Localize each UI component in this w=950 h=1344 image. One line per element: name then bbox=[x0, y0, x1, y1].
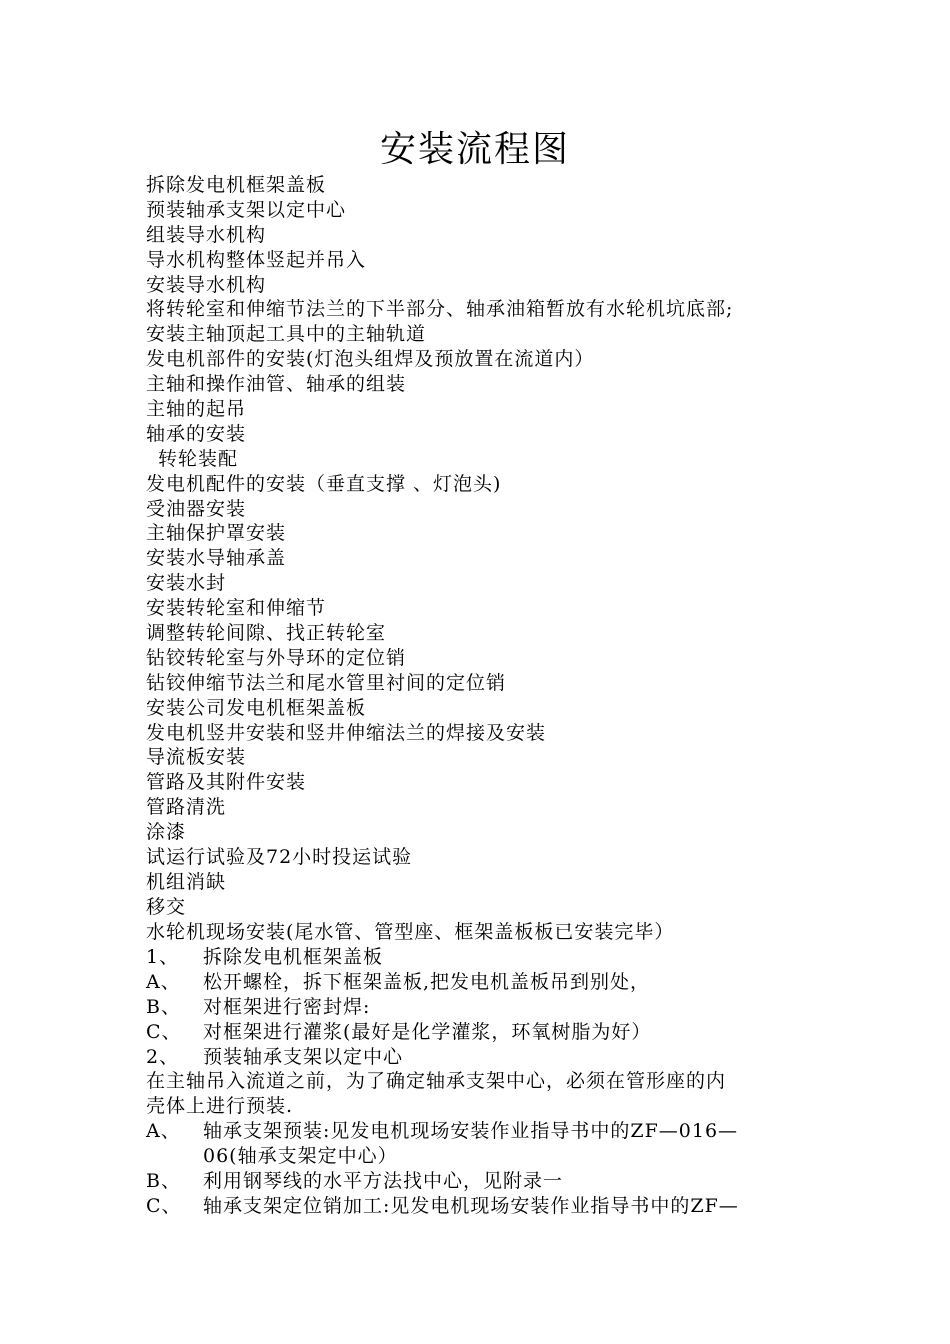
item-text: 对框架进行密封焊: bbox=[203, 995, 371, 1018]
sub-item bbox=[146, 995, 816, 1020]
item-marker: C、 bbox=[146, 1194, 182, 1217]
item-marker: B、 bbox=[146, 1170, 181, 1193]
list-item: 受油器安装 bbox=[146, 497, 247, 520]
sub-item bbox=[146, 970, 816, 995]
list-item: 机组消缺 bbox=[146, 870, 227, 893]
list-item: 管路及其附件安装 bbox=[146, 771, 307, 794]
list-item: 将转轮室和伸缩节法兰的下半部分、轴承油箱暂放有水轮机坑底部; bbox=[146, 298, 734, 321]
sub-item bbox=[146, 1169, 816, 1194]
list-item: 轴承的安装 bbox=[146, 422, 247, 445]
page-title: 安装流程图 bbox=[379, 129, 570, 170]
installation-details bbox=[146, 920, 816, 1219]
sub-item bbox=[146, 1119, 816, 1169]
section-item bbox=[146, 1045, 816, 1070]
item-marker: A、 bbox=[146, 970, 181, 993]
list-item: 管路清洗 bbox=[146, 796, 227, 819]
list-item: 导水机构整体竖起并吊入 bbox=[146, 248, 367, 271]
list-item: 安装水封 bbox=[146, 572, 227, 595]
item-text: 轴承支架预装:见发电机现场安装作业指导书中的ZF—016— bbox=[203, 1120, 739, 1143]
list-item: 主轴的起吊 bbox=[146, 398, 247, 421]
list-item: 调整转轮间隙、找正转轮室 bbox=[146, 622, 387, 645]
list-item: 主轴和操作油管、轴承的组装 bbox=[146, 373, 407, 396]
list-item: 钻铰伸缩节法兰和尾水管里衬间的定位销 bbox=[146, 671, 507, 694]
list-item: 安装导水机构 bbox=[146, 273, 267, 296]
item-marker: B、 bbox=[146, 995, 181, 1018]
list-item: 发电机竖井安装和竖井伸缩法兰的焊接及安装 bbox=[146, 721, 547, 744]
item-marker: 1、 bbox=[146, 945, 180, 968]
item-text: 利用钢琴线的水平方法找中心，见附录一 bbox=[203, 1170, 564, 1193]
list-item: 移交 bbox=[146, 895, 187, 918]
list-item: 安装转轮室和伸缩节 bbox=[146, 597, 327, 620]
item-text: 预装轴承支架以定中心 bbox=[203, 1045, 404, 1068]
item-text: 对框架进行灌浆(最好是化学灌浆，环氧树脂为好） bbox=[203, 1020, 652, 1043]
paragraph-line: 壳体上进行预装. bbox=[146, 1095, 294, 1118]
list-item: 安装公司发电机框架盖板 bbox=[146, 696, 367, 719]
item-text: 轴承支架定位销加工:见发电机现场安装作业指导书中的ZF— bbox=[203, 1194, 739, 1217]
list-item: 拆除发电机框架盖板 bbox=[146, 174, 327, 196]
list-item: 安装主轴顶起工具中的主轴轨道 bbox=[146, 323, 427, 346]
item-text: 松开螺栓，拆下框架盖板,把发电机盖板吊到别处， bbox=[203, 970, 651, 993]
item-text: 拆除发电机框架盖板 bbox=[203, 945, 384, 968]
section-heading: 水轮机现场安装(尾水管、管型座、框架盖板板已安装完毕） bbox=[146, 921, 675, 943]
list-item: 预装轴承支架以定中心 bbox=[146, 198, 347, 221]
item-marker: C、 bbox=[146, 1020, 182, 1043]
list-item: 发电机部件的安装(灯泡头组焊及预放置在流道内） bbox=[146, 348, 595, 371]
item-text-continued: 06(轴承支架定中心） bbox=[203, 1145, 398, 1168]
list-item: 组装导水机构 bbox=[146, 223, 267, 246]
list-item: 涂漆 bbox=[146, 821, 187, 844]
paragraph-line: 在主轴吊入流道之前，为了确定轴承支架中心，必须在管形座的内 bbox=[146, 1070, 727, 1093]
list-item: 发电机配件的安装（垂直支撑 、灯泡头) bbox=[146, 472, 502, 495]
section-item bbox=[146, 945, 816, 970]
sub-item bbox=[146, 1020, 816, 1045]
list-item: 主轴保护罩安装 bbox=[146, 522, 287, 545]
list-item: 安装水导轴承盖 bbox=[146, 547, 287, 570]
list-item: 导流板安装 bbox=[146, 746, 247, 769]
item-marker: 2、 bbox=[146, 1045, 180, 1068]
item-marker: A、 bbox=[146, 1120, 181, 1143]
list-item: 转轮装配 bbox=[158, 447, 239, 470]
sub-item bbox=[146, 1194, 816, 1219]
process-steps-list bbox=[146, 173, 826, 920]
list-item: 试运行试验及72小时投运试验 bbox=[146, 846, 413, 869]
list-item: 钻铰转轮室与外导环的定位销 bbox=[146, 646, 407, 669]
